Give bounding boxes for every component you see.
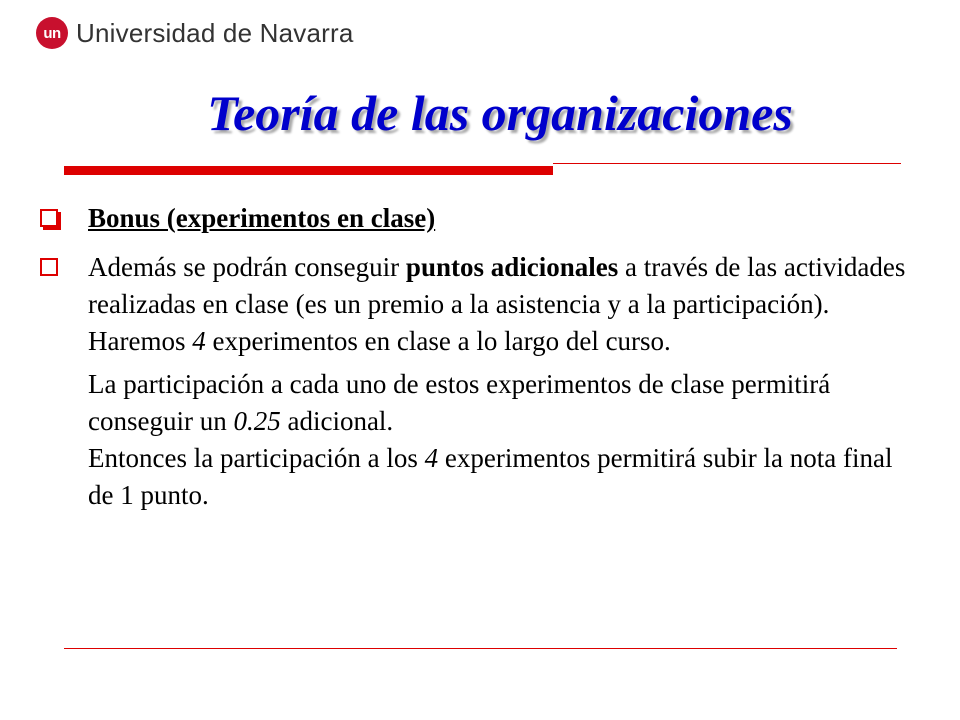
university-logo bbox=[36, 16, 354, 50]
title-underline-thin bbox=[553, 163, 901, 164]
text-run: Entonces la participación a los bbox=[88, 443, 425, 473]
paragraph bbox=[88, 249, 920, 360]
text-run: experimentos en clase a lo largo del curso. bbox=[205, 326, 671, 356]
slide-title: Teoría de las organizaciones bbox=[207, 85, 793, 141]
bullet-item bbox=[40, 200, 920, 237]
text-run: experimentos permitirá subir la nota final de 1 punto. bbox=[88, 443, 893, 510]
text-run: La participación a cada uno de estos experimentos de clase permitirá conseguir un bbox=[88, 369, 831, 436]
italic-number: 4 bbox=[192, 326, 206, 356]
footer-rule bbox=[64, 648, 897, 649]
university-name: Universidad de Navarra bbox=[76, 17, 354, 48]
text-run: a través de las actividades realizadas en clase (es un premio a la asistencia y a la participación). bbox=[88, 252, 906, 319]
title-underline-thick bbox=[64, 166, 553, 175]
emphasis-text: puntos adicionales bbox=[405, 252, 619, 282]
bullet-item bbox=[40, 249, 920, 514]
bullet-heading: Bonus (experimentos en clase) bbox=[88, 203, 436, 233]
paragraph bbox=[88, 366, 920, 514]
italic-number: 4 bbox=[424, 443, 439, 473]
slide-body bbox=[40, 200, 920, 514]
un-logo-icon: un bbox=[36, 17, 68, 49]
text-run: Además se podrán conseguir bbox=[88, 252, 406, 282]
checkbox-bullet-icon bbox=[40, 209, 58, 227]
italic-number: 0.25 bbox=[233, 406, 281, 436]
text-run: adicional. bbox=[280, 406, 394, 436]
square-bullet-icon bbox=[40, 258, 58, 276]
text-run: Haremos bbox=[88, 326, 193, 356]
